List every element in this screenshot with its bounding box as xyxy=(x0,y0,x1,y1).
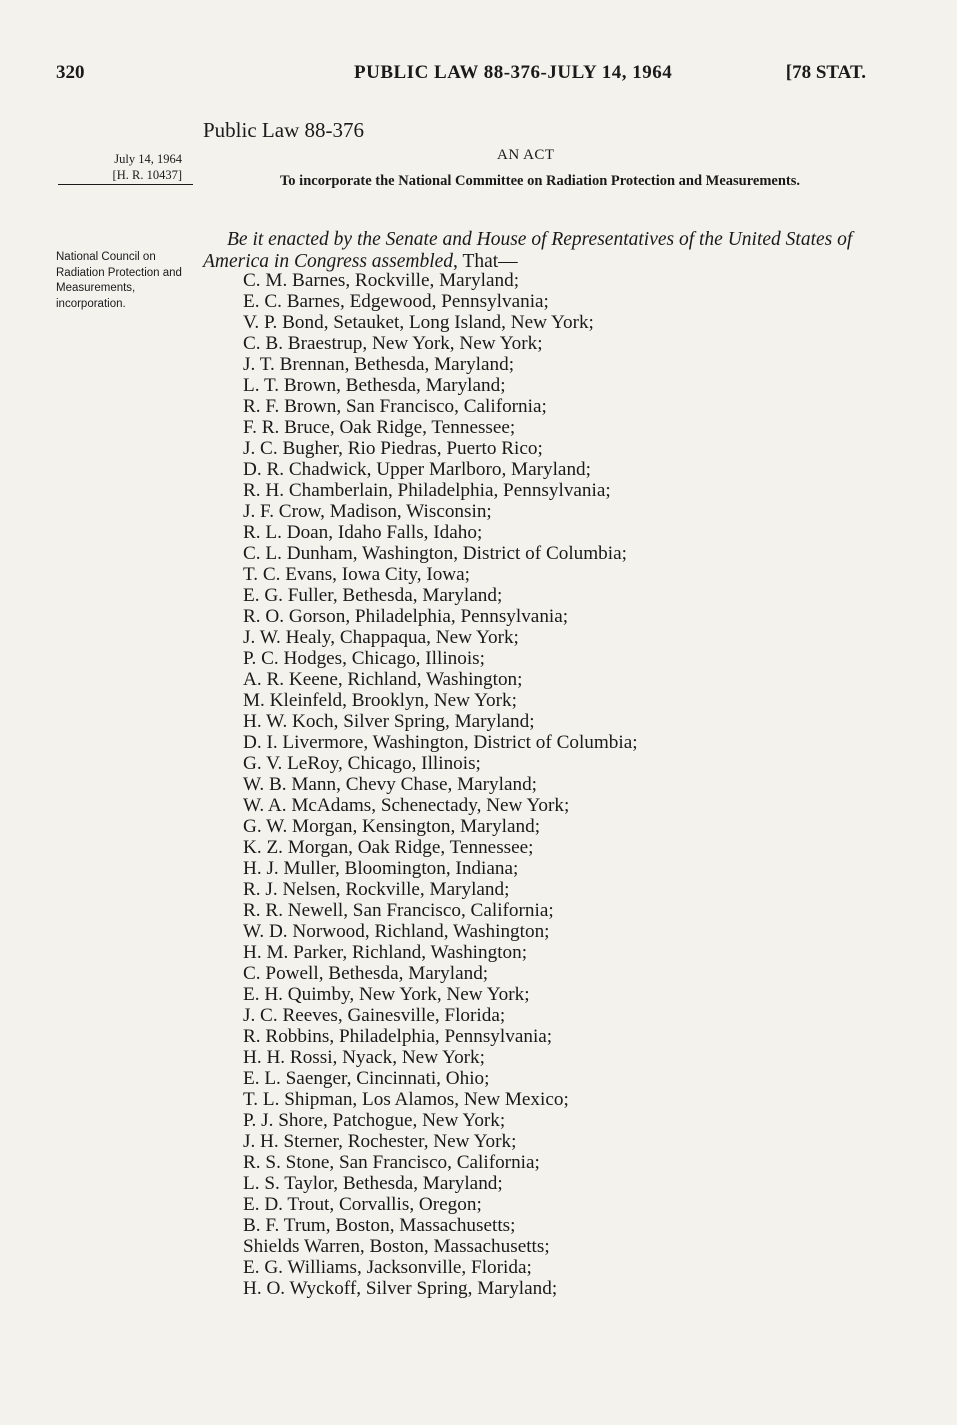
incorporator-entry: L. S. Taylor, Bethesda, Maryland; xyxy=(243,1173,503,1194)
enacting-clause-text: Be it enacted by the Senate and House of Representatives of the United States of America in Congress assembled xyxy=(203,229,853,272)
incorporator-entry: R. R. Newell, San Francisco, California; xyxy=(243,900,554,921)
incorporators-list xyxy=(243,270,638,1299)
incorporator-entry: W. A. McAdams, Schenectady, New York; xyxy=(243,795,570,816)
margin-bill: [H. R. 10437] xyxy=(112,168,182,182)
incorporator-entry: E. C. Barnes, Edgewood, Pennsylvania; xyxy=(243,291,549,312)
incorporator-entry: E. G. Fuller, Bethesda, Maryland; xyxy=(243,585,503,606)
incorporator-entry: J. C. Reeves, Gainesville, Florida; xyxy=(243,1005,506,1026)
incorporator-entry: A. R. Keene, Richland, Washington; xyxy=(243,669,523,690)
act-heading: AN ACT xyxy=(497,147,555,163)
margin-date: July 14, 1964 xyxy=(114,152,182,166)
incorporator-entry: R. L. Doan, Idaho Falls, Idaho; xyxy=(243,522,483,543)
incorporator-entry: M. Kleinfeld, Brooklyn, New York; xyxy=(243,690,517,711)
incorporator-entry: D. R. Chadwick, Upper Marlboro, Maryland; xyxy=(243,459,591,480)
incorporator-entry: Shields Warren, Boston, Massachusetts; xyxy=(243,1236,550,1257)
incorporator-entry: J. W. Healy, Chappaqua, New York; xyxy=(243,627,519,648)
enacting-clause xyxy=(203,229,863,273)
incorporator-entry: R. S. Stone, San Francisco, California; xyxy=(243,1152,540,1173)
incorporator-entry: E. G. Williams, Jacksonville, Florida; xyxy=(243,1257,532,1278)
incorporator-entry: H. O. Wyckoff, Silver Spring, Maryland; xyxy=(243,1278,558,1299)
running-header xyxy=(56,62,866,92)
incorporator-entry: J. T. Brennan, Bethesda, Maryland; xyxy=(243,354,515,375)
enacting-clause-suffix: , That— xyxy=(453,251,518,272)
header-title: PUBLIC LAW 88-376-JULY 14, 1964 xyxy=(354,62,673,83)
incorporator-entry: H. H. Rossi, Nyack, New York; xyxy=(243,1047,485,1068)
page-number: 320 xyxy=(56,62,85,83)
incorporator-entry: B. F. Trum, Boston, Massachusetts; xyxy=(243,1215,516,1236)
incorporator-entry: C. B. Braestrup, New York, New York; xyxy=(243,333,543,354)
incorporator-entry: T. L. Shipman, Los Alamos, New Mexico; xyxy=(243,1089,569,1110)
incorporator-entry: G. W. Morgan, Kensington, Maryland; xyxy=(243,816,541,837)
incorporator-entry: W. D. Norwood, Richland, Washington; xyxy=(243,921,550,942)
margin-date-block xyxy=(64,151,182,183)
incorporator-entry: C. L. Dunham, Washington, District of Columbia; xyxy=(243,543,627,564)
incorporator-entry: H. J. Muller, Bloomington, Indiana; xyxy=(243,858,519,879)
incorporator-entry: R. Robbins, Philadelphia, Pennsylvania; xyxy=(243,1026,553,1047)
incorporator-entry: J. F. Crow, Madison, Wisconsin; xyxy=(243,501,492,522)
incorporator-entry: E. H. Quimby, New York, New York; xyxy=(243,984,530,1005)
incorporator-entry: F. R. Bruce, Oak Ridge, Tennessee; xyxy=(243,417,516,438)
incorporator-entry: R. H. Chamberlain, Philadelphia, Pennsylvania; xyxy=(243,480,611,501)
incorporator-entry: C. Powell, Bethesda, Maryland; xyxy=(243,963,489,984)
incorporator-entry: E. L. Saenger, Cincinnati, Ohio; xyxy=(243,1068,490,1089)
incorporator-entry: R. J. Nelsen, Rockville, Maryland; xyxy=(243,879,510,900)
incorporator-entry: R. O. Gorson, Philadelphia, Pennsylvania; xyxy=(243,606,569,627)
incorporator-entry: K. Z. Morgan, Oak Ridge, Tennessee; xyxy=(243,837,534,858)
act-description: To incorporate the National Committee on Radiation Protection and Measurements. xyxy=(279,173,801,189)
margin-note: National Council on Radiation Protection and Measurements, incorporation. xyxy=(56,251,182,310)
incorporator-entry: H. M. Parker, Richland, Washington; xyxy=(243,942,528,963)
margin-rule xyxy=(58,184,193,185)
incorporator-entry: L. T. Brown, Bethesda, Maryland; xyxy=(243,375,506,396)
incorporator-entry: T. C. Evans, Iowa City, Iowa; xyxy=(243,564,471,585)
incorporator-entry: H. W. Koch, Silver Spring, Maryland; xyxy=(243,711,535,732)
incorporator-entry: J. C. Bugher, Rio Piedras, Puerto Rico; xyxy=(243,438,543,459)
incorporator-entry: V. P. Bond, Setauket, Long Island, New York; xyxy=(243,312,594,333)
incorporator-entry: W. B. Mann, Chevy Chase, Maryland; xyxy=(243,774,537,795)
header-statute: [78 STAT. xyxy=(785,62,866,83)
incorporator-entry: E. D. Trout, Corvallis, Oregon; xyxy=(243,1194,482,1215)
incorporator-entry: R. F. Brown, San Francisco, California; xyxy=(243,396,547,417)
incorporator-entry: G. V. LeRoy, Chicago, Illinois; xyxy=(243,753,481,774)
law-title: Public Law 88-376 xyxy=(203,118,364,142)
incorporator-entry: J. H. Sterner, Rochester, New York; xyxy=(243,1131,517,1152)
incorporator-entry: C. M. Barnes, Rockville, Maryland; xyxy=(243,270,520,291)
incorporator-entry: D. I. Livermore, Washington, District of Columbia; xyxy=(243,732,638,753)
incorporator-entry: P. C. Hodges, Chicago, Illinois; xyxy=(243,648,485,669)
incorporator-entry: P. J. Shore, Patchogue, New York; xyxy=(243,1110,506,1131)
